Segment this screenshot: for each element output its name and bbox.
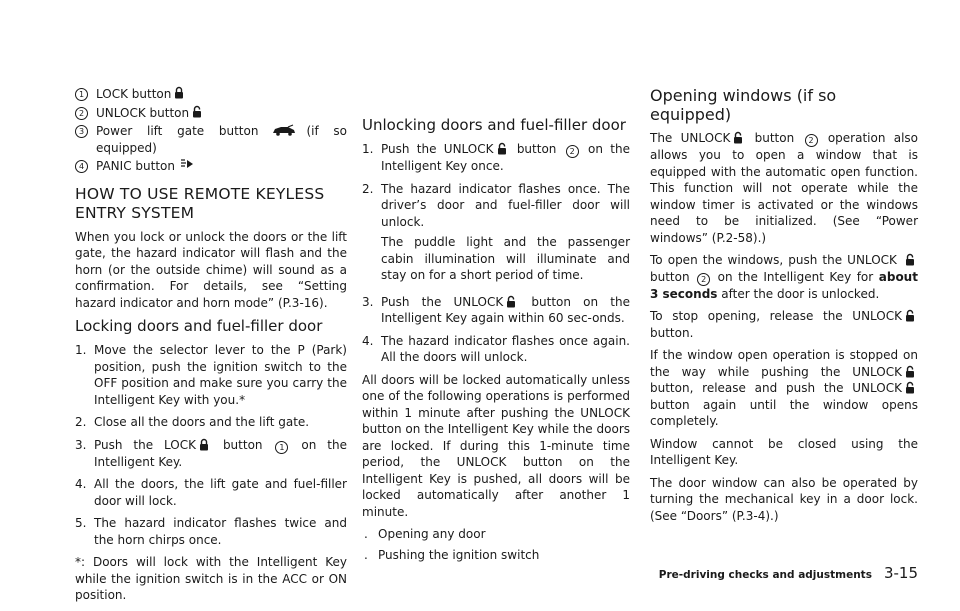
legend-item-unlock	[75, 105, 347, 122]
locking-steps	[75, 342, 347, 548]
unlock-icon	[905, 309, 915, 322]
footer-section-title: Pre-driving checks and adjustments	[658, 569, 872, 581]
heading-locking-doors: Locking doors and fuel-filler door	[75, 317, 323, 335]
windows-paragraph-2: To open the windows, push the UNLOCK button 2 on the Intelligent Key for about 3 seconds after the door is unlocked.	[650, 253, 918, 301]
section-intro: When you lock or unlock the doors or the lift gate, the hazard indicator will flash and the horn (or the outside chime) will sound as a confirmation. For details, see “Setting hazard indicator and horn mode” (P.3-16).	[75, 229, 347, 310]
windows-paragraph-6: The door window can also be operated by turning the mechanical key in a door lock. (See “Doors” (P.3-4).)	[650, 475, 918, 523]
footnote: *: Doors will lock with the Intelligent Key while the ignition switch is in the ACC or ON position.	[75, 555, 347, 602]
unlocking-step-2: 2. The hazard indicator flashes once. The driver’s door and fuel-filler door will unlock. The puddle light and the passenger cabin illumination will illuminate and stay on for a short period of time.	[362, 181, 630, 282]
callout-number: 2	[75, 107, 88, 120]
column-middle	[362, 86, 630, 567]
page-footer	[659, 565, 918, 584]
button-legend	[75, 86, 347, 175]
callout-number: 1	[75, 88, 88, 101]
locking-step-5: 5. The hazard indicator flashes twice and the horn chirps once.	[75, 516, 347, 547]
legend-item-power-lift-gate	[75, 123, 347, 156]
legend-label: PANIC button	[96, 159, 175, 173]
panic-icon	[180, 158, 194, 170]
callout-number: 3	[75, 125, 88, 138]
list-item: . Pushing the ignition switch	[364, 547, 540, 562]
column-right	[650, 86, 918, 530]
legend-label: Power lift gate button (if so equipped)	[96, 124, 347, 155]
car-liftgate-icon	[272, 124, 296, 136]
unlocking-steps	[362, 141, 630, 366]
legend-item-panic	[75, 158, 347, 175]
callout-number: 1	[275, 441, 288, 454]
unlocking-step-3: 3. Push the UNLOCK button on the Intelligent Key again within 60 sec-onds.	[362, 294, 630, 325]
windows-paragraph-3: To stop opening, release the UNLOCK button.	[650, 308, 918, 341]
locking-step-4: 4. All the doors, the lift gate and fuel-filler door will lock.	[75, 477, 347, 508]
callout-number: 4	[75, 160, 88, 173]
legend-label: UNLOCK button	[96, 105, 190, 120]
heading-opening-windows: Opening windows (if so equipped)	[650, 86, 837, 124]
operations-list	[362, 526, 630, 563]
callout-number: 2	[805, 134, 818, 147]
unlock-icon	[733, 131, 743, 144]
windows-paragraph-4: If the window open operation is stopped on the way while pushing the UNLOCK button, release and push the UNLOCK button again until the window opens completely.	[650, 348, 918, 428]
list-item: . Opening any door	[364, 527, 486, 541]
windows-paragraph-1: The UNLOCK button 2 operation also allows you to open a window that is equipped with the automatic open function. This function will not operate while the window timer is activated or the windows need to be initialized. (See “Power windows” (P.2-58).)	[650, 131, 918, 245]
unlock-icon	[192, 105, 202, 118]
unlock-icon	[506, 295, 516, 308]
locking-step-1: 1. Move the selector lever to the P (Park) position, push the ignition switch to the OFF position and make sure you carry the Intelligent Key with you.*	[75, 343, 347, 407]
lock-icon	[174, 86, 184, 99]
heading-unlocking-doors: Unlocking doors and fuel-filler door	[362, 116, 626, 134]
windows-paragraph-5: Window cannot be closed using the Intelligent Key.	[650, 436, 918, 467]
unlock-icon	[905, 253, 915, 266]
legend-label: LOCK button	[96, 87, 172, 101]
unlocking-step-4: 4. The hazard indicator flashes once again. All the doors will unlock.	[362, 333, 630, 364]
callout-number: 2	[697, 273, 710, 286]
lock-icon	[199, 438, 209, 451]
unlocking-step-1: 1. Push the UNLOCK button 2 on the Intelligent Key once.	[362, 142, 630, 173]
section-title-remote-keyless-entry: HOW TO USE REMOTE KEYLESS ENTRY SYSTEM	[75, 184, 325, 222]
column-left	[75, 86, 347, 610]
locking-step-2: 2. Close all the doors and the lift gate.	[75, 415, 310, 429]
callout-number: 2	[566, 145, 579, 158]
unlock-icon	[905, 381, 915, 394]
auto-relock-text: All doors will be locked automatically unless one of the following operations is performed within 1 minute after pushing the UNLOCK button on the Intelligent Key while the doors are locked. If during this 1-minute time period, the UNLOCK button on the Intelligent Key is pushed, all doors will be locked automatically after another 1 minute.	[362, 372, 630, 519]
locking-step-3: 3. Push the LOCK button 1 on the Intelligent Key.	[75, 437, 347, 469]
unlock-icon	[905, 365, 915, 378]
unlock-icon	[497, 142, 507, 155]
legend-item-lock	[75, 86, 347, 103]
page-number: 3-15	[883, 564, 918, 582]
